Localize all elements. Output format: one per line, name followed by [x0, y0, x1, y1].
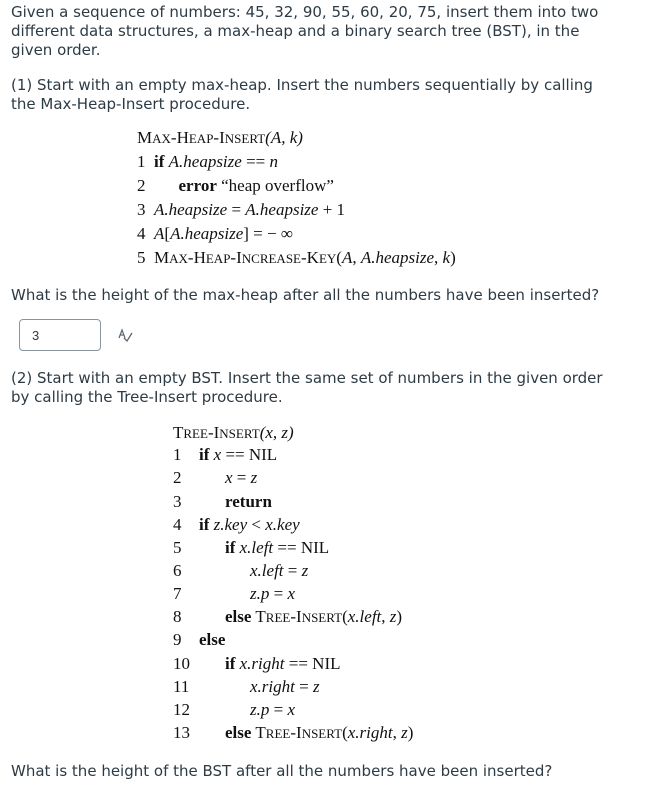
- tree-line-8: 8 else TREE-INSERT(x.left, z): [173, 607, 403, 626]
- tree-line-4: 4 if z.key < x.key: [173, 515, 300, 534]
- tree-algo-title: TREE-INSERT(x, z): [173, 423, 294, 442]
- heap-line-2: 2 error “heap overflow”: [137, 176, 334, 195]
- max-heap-insert-pseudocode: [137, 128, 467, 268]
- tree-line-3: 3 return: [173, 492, 272, 511]
- tree-line-7: 7 z.p = x: [173, 584, 296, 603]
- tree-line-9: 9 else: [173, 630, 226, 649]
- heap-line-3: 3 A.heapsize = A.heapsize + 1: [137, 200, 346, 219]
- intro-text: Given a sequence of numbers: 45, 32, 90, 55, 60, 20, 75, insert them into two different data structures, a max-heap and a binary search tree (BST), in the given order.: [11, 3, 599, 59]
- tree-line-1: 1 if x == NIL: [173, 445, 278, 464]
- tree-line-13: 13 else TREE-INSERT(x.right, z): [173, 723, 414, 742]
- heap-height-answer-input[interactable]: 3: [19, 319, 101, 351]
- heap-line-4: 4 A[A.heapsize] = − ∞: [137, 224, 293, 243]
- tree-line-6: 6 x.left = z: [173, 561, 309, 580]
- heap-line-1: 1 if A.heapsize == n: [137, 152, 279, 171]
- tree-line-10: 10 if x.right == NIL: [173, 654, 341, 673]
- tree-line-11: 11 x.right = z: [173, 677, 320, 696]
- part1-question: What is the height of the max-heap after all the numbers have been inserted?: [11, 286, 600, 304]
- tree-line-2: 2 x = z: [173, 468, 258, 487]
- tree-line-12: 12 z.p = x: [173, 700, 296, 719]
- tree-insert-pseudocode: [173, 423, 433, 743]
- heap-line-5: 5 MAX-HEAP-INCREASE-KEY(A, A.heapsize, k): [137, 248, 456, 267]
- heap-algo-title: MAX-HEAP-INSERT(A, k): [137, 128, 303, 147]
- part1-instruction: (1) Start with an empty max-heap. Insert the numbers sequentially by calling the Max-Heap-Insert procedure.: [11, 76, 593, 113]
- spellcheck-icon[interactable]: [117, 327, 133, 343]
- tree-line-5: 5 if x.left == NIL: [173, 538, 330, 557]
- part2-instruction: (2) Start with an empty BST. Insert the same set of numbers in the given order by calling the Tree-Insert procedure.: [11, 369, 603, 406]
- part2-question: What is the height of the BST after all the numbers have been inserted?: [11, 762, 553, 780]
